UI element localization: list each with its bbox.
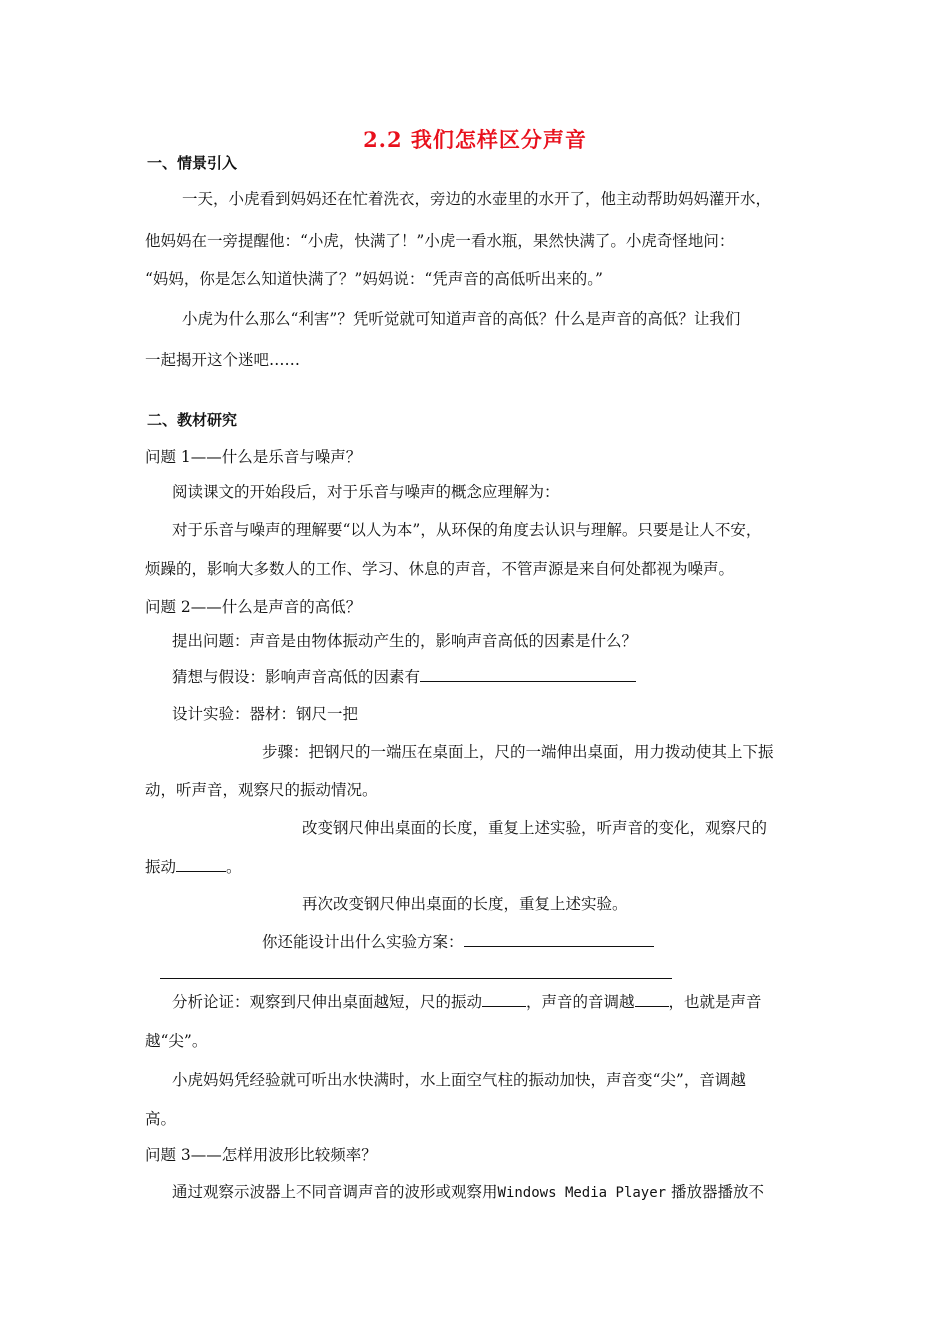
paragraph-line: 再次改变钢尺伸出桌面的长度，重复上述实验。	[302, 895, 628, 913]
paragraph-line: 高。	[145, 1110, 177, 1128]
paragraph-text: 你还能设计出什么实验方案：	[262, 933, 464, 951]
paragraph-line: 步骤：把钢尺的一端压在桌面上，尺的一端伸出桌面，用力拨动使其上下振	[262, 743, 774, 761]
answer-blank[interactable]	[482, 992, 526, 1007]
paragraph-line: 越“尖”。	[145, 1032, 208, 1050]
paragraph-line: 提出问题：声音是由物体振动产生的，影响声音高低的因素是什么？	[172, 632, 638, 650]
question-heading: 问题 3——怎样用波形比较频率？	[145, 1146, 377, 1164]
paragraph-line: 一起揭开这个迷吧……	[145, 351, 301, 369]
question-heading: 问题 2——什么是声音的高低？	[145, 598, 362, 616]
paragraph-text: 通过观察示波器上不同音调声音的波形或观察用	[172, 1183, 498, 1201]
paragraph-line: 改变钢尺伸出桌面的长度，重复上述实验，听声音的变化，观察尺的	[302, 819, 768, 837]
question-heading: 问题 1——什么是乐音与噪声？	[145, 448, 362, 466]
answer-blank[interactable]	[464, 932, 654, 947]
section-heading-intro: 一、情景引入	[147, 154, 238, 172]
paragraph-line: 阅读课文的开始段后，对于乐音与噪声的概念应理解为：	[172, 483, 560, 501]
paragraph-line: 一天，小虎看到妈妈还在忙着洗衣，旁边的水壶里的水开了，他主动帮助妈妈灌开水，	[182, 190, 772, 208]
answer-blank[interactable]	[420, 667, 636, 682]
paragraph-line	[172, 665, 636, 687]
paragraph-text: 。	[226, 858, 242, 876]
paragraph-line: 他妈妈在一旁提醒他：“小虎，快满了！”小虎一看水瓶，果然快满了。小虎奇怪地问：	[145, 232, 735, 250]
paragraph-text: ，也就是声音	[668, 993, 762, 1011]
paragraph-line: 对于乐音与噪声的理解要“以人为本”，从环保的角度去认识与理解。只要是让人不安，	[172, 521, 762, 539]
paragraph-line: 小虎为什么那么“利害”？凭听觉就可知道声音的高低？什么是声音的高低？让我们	[182, 310, 741, 328]
answer-blank[interactable]	[176, 857, 226, 872]
paragraph-line	[172, 990, 762, 1012]
paragraph-text: 振动	[145, 858, 177, 876]
answer-blank[interactable]	[635, 992, 669, 1007]
paragraph-line: 小虎妈妈凭经验就可听出水快满时，水上面空气柱的振动加快，声音变“尖”，音调越	[172, 1071, 746, 1089]
paragraph-line: 设计实验：器材：钢尺一把	[172, 705, 359, 723]
software-name: Windows Media Player	[497, 1185, 667, 1201]
page-title: 2.2 我们怎样区分声音	[363, 127, 587, 152]
answer-line[interactable]	[160, 978, 672, 979]
paragraph-text: ，声音的音调越	[526, 993, 635, 1011]
paragraph-text: 猜想与假设：影响声音高低的因素有	[172, 668, 421, 686]
section-heading-study: 二、教材研究	[147, 411, 238, 429]
paragraph-line	[172, 1180, 764, 1202]
paragraph-line: 动，听声音，观察尺的振动情况。	[145, 781, 378, 799]
paragraph-line: “妈妈，你是怎么知道快满了？”妈妈说：“凭声音的高低听出来的。”	[145, 270, 603, 288]
paragraph-line	[145, 855, 242, 877]
paragraph-text: 分析论证：观察到尺伸出桌面越短，尺的振动	[172, 993, 483, 1011]
paragraph-line	[262, 930, 654, 952]
paragraph-line: 烦躁的，影响大多数人的工作、学习、休息的声音，不管声源是来自何处都视为噪声。	[145, 560, 735, 578]
paragraph-text: 播放器播放不	[671, 1183, 765, 1201]
